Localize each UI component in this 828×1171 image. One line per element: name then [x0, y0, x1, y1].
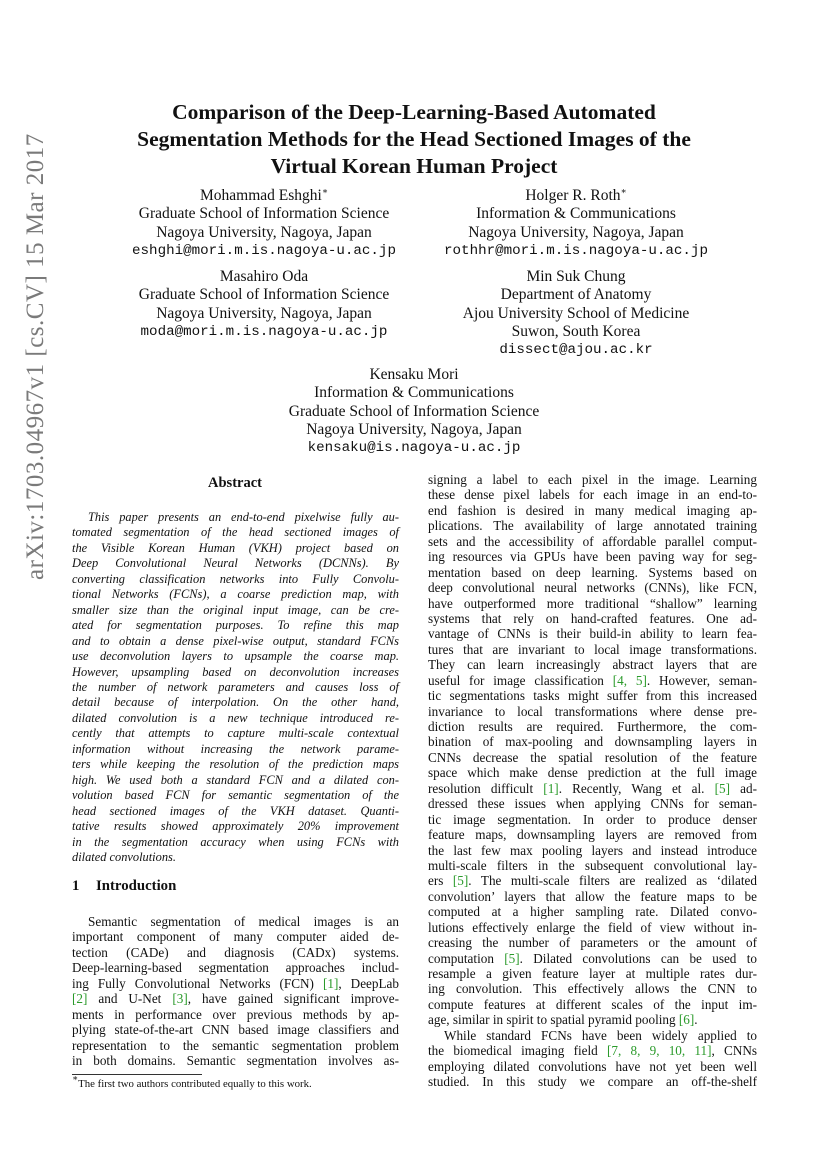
text-line: [428, 812, 757, 827]
text-line: [428, 565, 757, 580]
text-line: [428, 1028, 757, 1043]
text-line: [428, 673, 757, 688]
text-segment: mentation based on deep learning. Systems based on: [428, 564, 757, 580]
text-segment: convolution’ layers that allow the feature maps to be: [428, 888, 757, 904]
author-email[interactable]: kensaku@is.nagoya-u.ac.jp: [307, 440, 521, 457]
text-segment: tures that are invariant to local image transformations.: [428, 641, 757, 657]
text-segment: ments in performance over previous methods by ap-: [72, 1006, 399, 1022]
author-affiliation: Ajou University School of Medicine: [462, 304, 690, 322]
section-number: 1: [72, 878, 80, 894]
text-line: [428, 534, 757, 549]
author-affiliation: Graduate School of Information Science: [138, 286, 390, 304]
text-line: [428, 920, 757, 935]
text-segment: CNNs decrease the spatial resolution of the feature: [428, 749, 757, 765]
text-segment: , have gained significant improve-: [187, 991, 399, 1007]
author-block: [100, 187, 428, 260]
text-segment: bination of max-pooling and downsampling layers in: [428, 734, 757, 750]
text-line: [428, 858, 757, 873]
citation-link[interactable]: [1]: [322, 975, 339, 991]
right-column-text: [428, 472, 757, 1090]
footnote: [72, 1073, 312, 1090]
text-segment: computation: [428, 950, 505, 966]
text-segment: plications. The availability of large annotated training: [428, 518, 757, 534]
text-line: [428, 642, 757, 657]
section-title: Introduction: [96, 878, 177, 894]
abstract-line: tomated segmentation of the head sectioned images of: [72, 525, 399, 540]
text-segment: While standard FCNs have been widely applied to: [444, 1027, 757, 1043]
text-segment: important component of many computer aided de-: [72, 929, 399, 945]
text-line: [428, 827, 757, 842]
text-line: [428, 1012, 757, 1027]
abstract-line: detail because of interpolation. On the other hand,: [72, 695, 399, 710]
text-segment: compute features at different scales of the input im-: [428, 996, 757, 1012]
text-line: [428, 873, 757, 888]
abstract-line: converting classification networks into Fully Convolu-: [72, 571, 399, 586]
text-line: [428, 719, 757, 734]
text-segment: ad-: [729, 780, 757, 796]
text-segment: creasing the number of parameters or the amount of: [428, 935, 757, 951]
abstract-line: ters while keeping the resolution of the prediction maps: [72, 757, 399, 772]
citation-link[interactable]: [5]: [452, 873, 469, 889]
text-segment: systems that rely on hand-crafted features. One ad-: [428, 610, 757, 626]
text-line: [428, 472, 757, 487]
citation-link[interactable]: [2]: [72, 991, 88, 1007]
text-segment: in both domains. Semantic segmentation involves as-: [72, 1052, 399, 1068]
text-line: [428, 657, 757, 672]
abstract-line: the Visible Korean Human (VKH) project based on: [72, 540, 399, 555]
text-line: [428, 1074, 757, 1089]
text-segment: age, similar in spirit to spatial pyramid pooling: [428, 1012, 679, 1028]
abstract-line: dilated convolution is a new technique introduced re-: [72, 710, 399, 725]
text-line: [428, 487, 757, 502]
author-affiliation: Information & Communications: [314, 384, 514, 402]
text-line: [72, 1022, 399, 1037]
text-segment: end fashion is desired in many medical imaging ap-: [428, 502, 757, 518]
author-affiliation: Nagoya University, Nagoya, Japan: [156, 304, 372, 322]
author-affiliation: Nagoya University, Nagoya, Japan: [468, 223, 684, 241]
abstract-line: the number of network parameters and causes loss of: [72, 679, 399, 694]
text-line: [428, 904, 757, 919]
text-segment: resample a given feature layer at multiple rates dur-: [428, 966, 757, 981]
author-name: Masahiro Oda: [219, 268, 309, 285]
author-name: Holger R. Roth: [525, 187, 621, 204]
text-line: [428, 935, 757, 950]
text-line: [428, 626, 757, 641]
citation-link[interactable]: [6]: [678, 1012, 695, 1028]
text-line: [428, 889, 757, 904]
text-line: [428, 781, 757, 796]
footnote-rule: [72, 1074, 202, 1075]
text-segment: . The multi-scale filters are realized as ‘dilated: [468, 873, 757, 889]
text-line: [428, 596, 757, 611]
text-segment: , DeepLab: [338, 975, 400, 991]
abstract-line: tional Networks (FCNs), a coarse prediction map, with: [72, 587, 399, 602]
text-line: [428, 843, 757, 858]
abstract-line: head sectioned images of the VKH dataset. Quanti-: [72, 803, 399, 818]
text-line: [428, 981, 757, 996]
text-line: [72, 1007, 399, 1022]
abstract-line: ated for segmentation purposes. To refine this map: [72, 618, 399, 633]
author-name: Kensaku Mori: [369, 366, 459, 383]
text-line: [428, 750, 757, 765]
text-line: [72, 1038, 399, 1053]
citation-link[interactable]: [1]: [543, 780, 559, 796]
author-email[interactable]: rothhr@mori.m.is.nagoya-u.ac.jp: [444, 242, 708, 259]
text-segment: deep convolutional neural networks (CNNs), like FCN,: [428, 580, 757, 596]
text-segment: ers: [428, 873, 453, 889]
text-line: [428, 951, 757, 966]
text-line: [428, 503, 757, 518]
text-segment: space which make dense prediction at the full image: [428, 765, 757, 781]
text-line: [428, 580, 757, 595]
abstract-line: However, upsampling based on deconvolution increases: [72, 664, 399, 679]
text-segment: , CNNs: [711, 1043, 758, 1059]
text-line: [428, 997, 757, 1012]
title-line: Virtual Korean Human Project: [270, 154, 558, 178]
text-segment: tic image segmentation. In order to produce denser: [428, 811, 757, 827]
author-email[interactable]: moda@mori.m.is.nagoya-u.ac.jp: [140, 323, 388, 340]
author-block: [410, 187, 742, 260]
text-segment: invariance to local transformations where dense pre-: [428, 703, 757, 719]
text-segment: sets and the accessibility of affordable parallel comput-: [428, 533, 757, 549]
author-affiliation: Graduate School of Information Science: [288, 402, 540, 420]
text-line: [428, 734, 757, 749]
text-line: [72, 1053, 399, 1068]
abstract-line: This paper presents an end-to-end pixelwise fully au-: [88, 510, 399, 524]
author-affiliation: Information & Communications: [476, 205, 676, 223]
arxiv-identifier: arXiv:1703.04967v1 [cs.CV] 15 Mar 2017: [22, 133, 49, 580]
author-affiliation: Department of Anatomy: [500, 286, 652, 304]
text-segment: ing Fully Convolutional Networks (FCN): [72, 975, 323, 991]
footnote-text: The first two authors contributed equally to this work.: [78, 1078, 312, 1090]
abstract-heading: Abstract: [208, 475, 262, 491]
text-line: [72, 945, 399, 960]
text-segment: resolution difficult: [428, 780, 544, 796]
text-segment: Deep-learning-based segmentation approaches includ-: [72, 960, 399, 976]
citation-link[interactable]: [3]: [172, 991, 188, 1007]
abstract-line: and to obtain a dense pixel-wise output, standard FCNs: [72, 633, 399, 648]
text-segment: ing resources via GPUs have been paving way for seg-: [428, 549, 757, 565]
abstract-line: Deep Convolutional Neural Networks (DCNNs). By: [72, 556, 399, 571]
text-line: [428, 1043, 757, 1058]
text-segment: tic segmentations tasks might suffer from this increased: [428, 688, 757, 704]
text-segment: signing a label to each pixel in the image. Learning: [428, 472, 757, 487]
text-segment: multi-scale filters in the subsequent convolutional lay-: [428, 857, 757, 873]
text-line: [428, 966, 757, 981]
text-segment: the biomedical imaging field: [428, 1043, 607, 1059]
text-segment: have outperformed more traditional “shallow” learning: [428, 595, 757, 611]
text-line: [428, 518, 757, 533]
author-affiliation: Nagoya University, Nagoya, Japan: [156, 223, 372, 241]
abstract-line: in the segmentation accuracy when using FCNs with: [72, 834, 399, 849]
text-segment: these dense pixel labels for each image in an end-to-: [428, 487, 757, 503]
text-segment: lutions effectively enlarge the field of view without in-: [428, 919, 757, 935]
abstract-line: tative results showed approximately 20% improvement: [72, 819, 399, 834]
text-segment: studied. In this study we compare an off-the-shelf: [428, 1074, 757, 1090]
author-affiliation: Graduate School of Information Science: [138, 205, 390, 223]
author-email[interactable]: dissect@ajou.ac.kr: [499, 342, 653, 359]
abstract-body: [72, 510, 399, 865]
citation-link[interactable]: [5]: [714, 780, 730, 796]
abstract-line: high. We used both a standard FCN and a dilated con-: [72, 772, 399, 787]
author-affiliation: Nagoya University, Nagoya, Japan: [306, 420, 522, 438]
text-segment: vantage of CNNs is their build-in ability to learn fea-: [428, 626, 757, 642]
text-segment: ing convolution. This effectively allows the CNN to: [428, 981, 757, 997]
author-block: [410, 268, 742, 359]
text-line: [428, 611, 757, 626]
text-line: [72, 960, 399, 975]
text-line: [72, 914, 399, 929]
paper-title: [70, 99, 758, 180]
text-line: [72, 991, 399, 1006]
author-block: [100, 268, 428, 341]
text-segment: diction results are required. Furthermore, the com-: [428, 719, 757, 734]
abstract-line: information without increasing the network parame-: [72, 741, 399, 756]
footnote-mark: ∗: [72, 1073, 79, 1083]
citation-link[interactable]: [4, 5]: [612, 672, 647, 688]
text-line: [428, 1059, 757, 1074]
text-segment: the last few max pooling layers and instead introduce: [428, 842, 757, 858]
text-segment: and U-Net: [87, 991, 173, 1007]
text-segment: useful for image classification: [428, 672, 613, 688]
citation-link[interactable]: [5]: [504, 950, 520, 966]
text-line: [428, 704, 757, 719]
text-segment: representation to the semantic segmentation problem: [72, 1037, 399, 1053]
title-line: Segmentation Methods for the Head Sectioned Images of the: [137, 127, 691, 151]
text-segment: feature maps, downsampling layers are removed from: [428, 827, 757, 843]
author-affiliation: Suwon, South Korea: [511, 322, 641, 340]
text-segment: .: [694, 1012, 698, 1028]
citation-link[interactable]: [7, 8, 9, 10, 11]: [606, 1043, 712, 1059]
author-mark: ∗: [321, 186, 328, 196]
text-line: [428, 549, 757, 564]
text-segment: employing dilated convolutions have not yet been well: [428, 1058, 757, 1074]
abstract-line: cently that attempts to capture multi-scale contextual: [72, 726, 399, 741]
text-segment: plying state-of-the-art CNN based image classifiers and: [72, 1022, 399, 1038]
text-segment: They can learn increasingly abstract layers that are: [428, 657, 757, 673]
text-segment: dressed these issues when applying CNNs for seman-: [428, 796, 757, 812]
text-line: [72, 976, 399, 991]
author-name: Mohammad Eshghi: [200, 187, 322, 204]
text-segment: . Recently, Wang et al.: [558, 780, 715, 796]
abstract-line: volution based FCN for semantic segmentation of the: [72, 788, 399, 803]
text-segment: . However, seman-: [646, 672, 757, 688]
left-column-text: [72, 914, 399, 1068]
text-segment: Semantic segmentation of medical images is an: [88, 914, 399, 929]
text-line: [428, 796, 757, 811]
text-segment: . Dilated convolutions can be used to: [519, 950, 757, 966]
author-mark: ∗: [620, 186, 627, 196]
section-heading: [72, 878, 176, 895]
text-segment: computed at a higher sampling rate. Dilated convo-: [428, 904, 757, 920]
author-name: Min Suk Chung: [526, 268, 626, 285]
abstract-line: dilated convolutions.: [72, 849, 176, 864]
author-email[interactable]: eshghi@mori.m.is.nagoya-u.ac.jp: [132, 242, 396, 259]
text-segment: tection (CADe) and diagnosis (CADx) systems.: [72, 944, 399, 960]
title-line: Comparison of the Deep-Learning-Based Automated: [172, 100, 656, 124]
text-line: [72, 929, 399, 944]
text-line: [428, 688, 757, 703]
abstract-line: smaller size than the original input image, can be cre-: [72, 602, 399, 617]
author-block: [230, 366, 598, 457]
abstract-line: use deconvolution layers to upsample the coarse map.: [72, 649, 399, 664]
text-line: [428, 765, 757, 780]
